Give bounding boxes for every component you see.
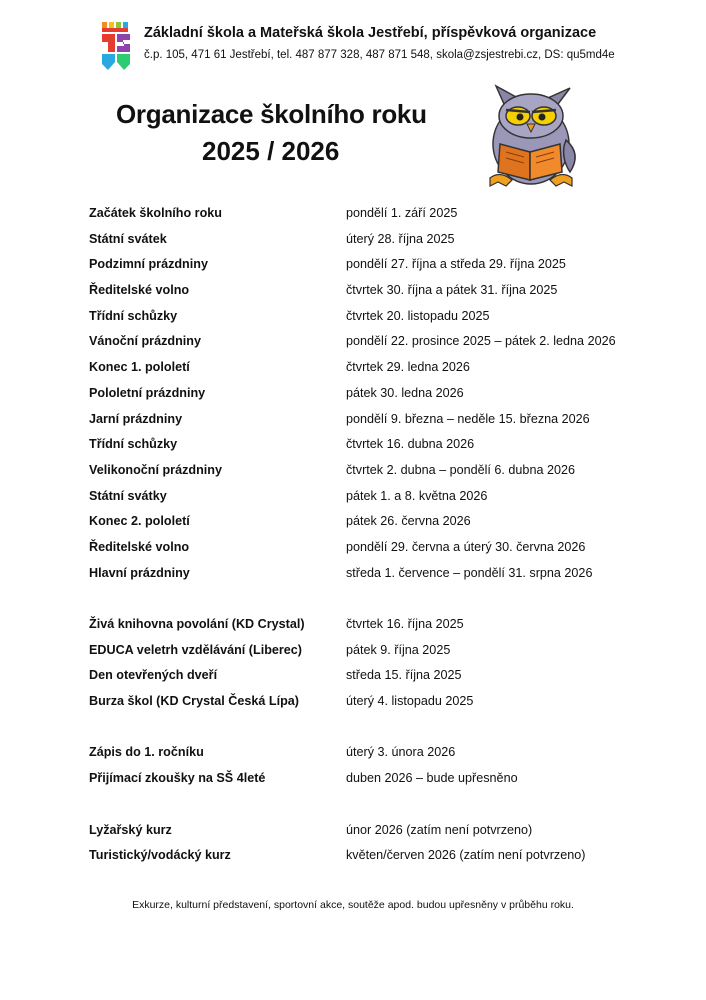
schedule-row (89, 638, 689, 664)
schedule-row (89, 458, 689, 484)
event-label: Začátek školního roku (89, 206, 222, 220)
event-label: Den otevřených dveří (89, 668, 218, 683)
page-title: Organizace školního roku (116, 99, 427, 129)
schedule-row (89, 689, 689, 715)
event-date: pondělí 27. října a středa 29. října 2025 (346, 257, 566, 272)
schedule-row (89, 227, 689, 253)
schedule-row (89, 304, 689, 330)
schedule-row (89, 535, 689, 561)
event-label: Jarní prázdniny (89, 411, 183, 426)
event-date: úterý 3. února 2026 (346, 745, 456, 760)
event-label: Velikonoční prázdniny (89, 462, 222, 477)
event-date: pondělí 9. března – neděle 15. března 2026 (346, 411, 590, 426)
event-label: Burza škol (KD Crystal Česká Lípa) (89, 694, 299, 709)
event-date: pátek 30. ledna 2026 (346, 385, 464, 400)
event-date: únor 2026 (zatím není potvrzeno) (346, 822, 533, 837)
event-label: Lyžařský kurz (89, 822, 172, 837)
event-label: Pololetní prázdniny (89, 385, 206, 400)
schedule-row (89, 740, 689, 766)
schedule-row (89, 407, 689, 433)
event-date: pátek 1. a 8. května 2026 (346, 488, 488, 503)
event-date: květen/červen 2026 (zatím není potvrzeno) (346, 848, 586, 863)
schedule-row (89, 201, 689, 227)
event-date: čtvrtek 30. října a pátek 31. října 2025 (346, 283, 558, 298)
event-label: Státní svátek (89, 231, 167, 246)
schedule-row (89, 278, 689, 304)
group-spacer (89, 715, 689, 741)
event-label: Přijímací zkoušky na SŠ 4leté (89, 771, 266, 786)
schedule-row (89, 381, 689, 407)
group-spacer (89, 586, 689, 612)
owl-reading-book-icon (478, 82, 584, 192)
group-spacer (89, 792, 689, 818)
schedule-row (89, 252, 689, 278)
event-label: Třídní schůzky (89, 437, 178, 452)
schedule-row (89, 329, 689, 355)
event-label: Vánoční prázdniny (89, 334, 201, 349)
event-date: čtvrtek 29. ledna 2026 (346, 360, 470, 375)
schedule-row (89, 509, 689, 535)
school-year: 2025 / 2026 (202, 136, 340, 166)
event-date: středa 15. října 2025 (346, 668, 462, 683)
event-date: pondělí 29. června a úterý 30. června 2026 (346, 539, 586, 554)
schedule-row (89, 561, 689, 587)
event-label: Ředitelské volno (89, 283, 190, 298)
event-date: čtvrtek 16. dubna 2026 (346, 437, 475, 452)
event-date: duben 2026 – bude upřesněno (346, 771, 518, 786)
event-label: Konec 2. pololetí (89, 514, 190, 529)
event-label: Podzimní prázdniny (89, 257, 208, 272)
event-label: Státní svátky (89, 488, 167, 503)
schedule-row (89, 484, 689, 510)
footer-note: Exkurze, kulturní představení, sportovní akce, soutěže apod. budou upřesněny v průběhu roku. (132, 899, 574, 911)
event-label: Konec 1. pololetí (89, 360, 190, 375)
event-label: Živá knihovna povolání (KD Crystal) (89, 617, 305, 631)
event-label: Zápis do 1. ročníku (89, 745, 204, 760)
schedule-row (89, 355, 689, 381)
event-label: Hlavní prázdniny (89, 565, 190, 580)
school-logo-icon (100, 22, 132, 72)
event-date: čtvrtek 16. října 2025 (346, 617, 464, 631)
event-date: středa 1. července – pondělí 31. srpna 2026 (346, 565, 593, 580)
event-date: čtvrtek 2. dubna – pondělí 6. dubna 2026 (346, 462, 575, 477)
event-date: pondělí 22. prosince 2025 – pátek 2. ledna 2026 (346, 334, 616, 349)
schedule-row (89, 432, 689, 458)
event-label: Turistický/vodácký kurz (89, 848, 231, 863)
schedule-row (89, 843, 689, 869)
schedule-row (89, 612, 689, 638)
event-date: úterý 4. listopadu 2025 (346, 694, 474, 709)
event-date: pondělí 1. září 2025 (346, 206, 458, 220)
event-date: úterý 28. října 2025 (346, 231, 455, 246)
event-label: Třídní schůzky (89, 308, 178, 323)
school-name: Základní škola a Mateřská škola Jestřebí, příspěvková organizace (144, 25, 597, 41)
event-label: Ředitelské volno (89, 539, 190, 554)
event-date: pátek 9. října 2025 (346, 642, 451, 657)
event-date: pátek 26. června 2026 (346, 514, 471, 529)
event-label: EDUCA veletrh vzdělávání (Liberec) (89, 642, 302, 657)
event-date: čtvrtek 20. listopadu 2025 (346, 308, 490, 323)
schedule-list (89, 201, 689, 869)
schedule-row (89, 663, 689, 689)
schedule-row (89, 818, 689, 844)
school-address: č.p. 105, 471 61 Jestřebí, tel. 487 877 328, 487 871 548, skola@zsjestrebi.cz, DS: qu5md4e (144, 49, 615, 61)
schedule-row (89, 766, 689, 792)
